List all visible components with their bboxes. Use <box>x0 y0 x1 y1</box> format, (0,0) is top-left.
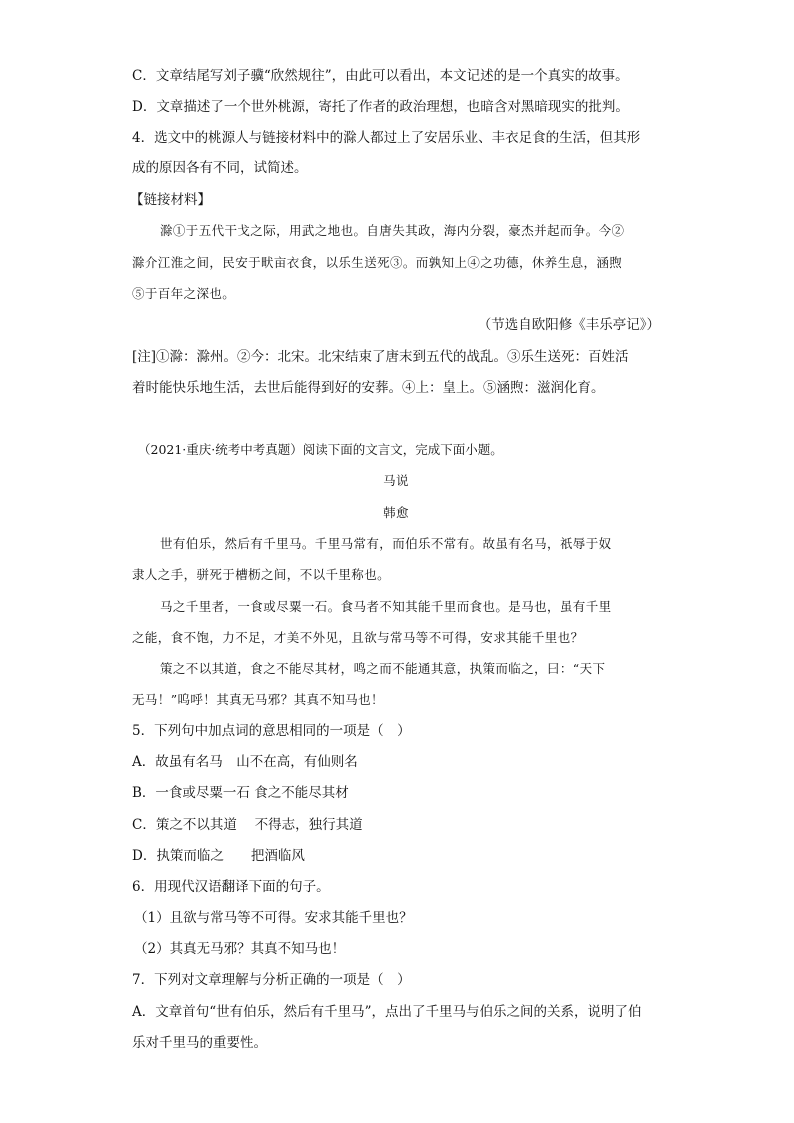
q3-option-c: C．文章结尾写刘子骥“欣然规往”，由此可以看出，本文记述的是一个真实的故事。 <box>132 68 629 84</box>
link-material-heading: 【链接材料】 <box>130 192 211 208</box>
passage-p1-line2: 隶人之手，骈死于槽枥之间，不以千里称也。 <box>132 567 391 582</box>
q6-sentence-1: （1）且欲与常马等不可得。安求其能千里也？ <box>134 910 413 926</box>
q4-stem-line2: 成的原因各有不同，试简述。 <box>132 160 308 176</box>
link-material-source: （节选自欧阳修《丰乐亭记》） <box>477 317 660 333</box>
q7-option-a-line1: A．文章首句“世有伯乐，然后有千里马”，点出了千里马与伯乐之间的关系，说明了伯 <box>132 1004 642 1020</box>
q5-option-b: B．一食或尽粟一石 食之不能尽其材 <box>132 785 349 801</box>
passage-p3-line2: 无马！”呜呼！其真无马邪？其真不知马也！ <box>132 692 384 707</box>
q6-stem: 6．用现代汉语翻译下面的句子。 <box>132 879 330 895</box>
passage-p3-line1: 策之不以其道，食之不能尽其材，鸣之而不能通其意，执策而临之，曰：“天下 <box>160 661 606 676</box>
q5-option-d: D．执策而临之 把酒临风 <box>132 848 305 864</box>
link-material-note-line1: [注]①滁：滁州。②今：北宋。北宋结束了唐末到五代的战乱。③乐生送死：百姓活 <box>132 349 629 365</box>
passage-author: 韩愈 <box>383 505 409 520</box>
link-material-line3: ⑤于百年之深也。 <box>132 286 236 301</box>
q4-stem-line1: 4．选文中的桃源人与链接材料中的滁人都过上了安居乐业、丰衣足食的生活，但其形 <box>132 130 641 146</box>
link-material-line1: 滁①于五代干戈之际，用武之地也。自唐失其政，海内分裂，豪杰并起而争。今② <box>160 223 625 238</box>
q7-option-a-line2: 乐对千里马的重要性。 <box>132 1035 267 1051</box>
link-material-note-line2: 着时能快乐地生活，去世后能得到好的安葬。④上：皇上。⑤涵煦：滋润化育。 <box>132 380 605 396</box>
passage-p1-line1: 世有伯乐，然后有千里马。千里马常有，而伯乐不常有。故虽有名马，祇辱于奴 <box>160 536 612 551</box>
passage-p2-line2: 之能，食不饱，力不足，才美不外见，且欲与常马等不可得，安求其能千里也？ <box>132 630 584 645</box>
passage-p2-line1: 马之千里者，一食或尽粟一石。食马者不知其能千里而食也。是马也，虽有千里 <box>160 599 612 614</box>
q7-stem: 7．下列对文章理解与分析正确的一项是（ ） <box>132 972 411 988</box>
q5-option-c: C．策之不以其道 不得志，独行其道 <box>132 817 363 833</box>
q5-option-a: A．故虽有名马 山不在高，有仙则名 <box>132 754 358 770</box>
q5-stem: 5．下列句中加点词的意思相同的一项是（ ） <box>132 723 411 739</box>
link-material-line2: 滁介江淮之间，民安于畎亩衣食，以乐生送死③。而孰知上④之功德，休养生息，涵煦 <box>132 255 623 270</box>
q6-sentence-2: （2）其真无马邪？其真不知马也！ <box>134 941 346 957</box>
exam-source-intro: （2021·重庆·统考中考真题）阅读下面的文言文，完成下面小题。 <box>138 442 503 457</box>
q3-option-d: D．文章描述了一个世外桃源，寄托了作者的政治理想，也暗含对黑暗现实的批判。 <box>132 99 629 115</box>
passage-title: 马说 <box>383 473 409 488</box>
